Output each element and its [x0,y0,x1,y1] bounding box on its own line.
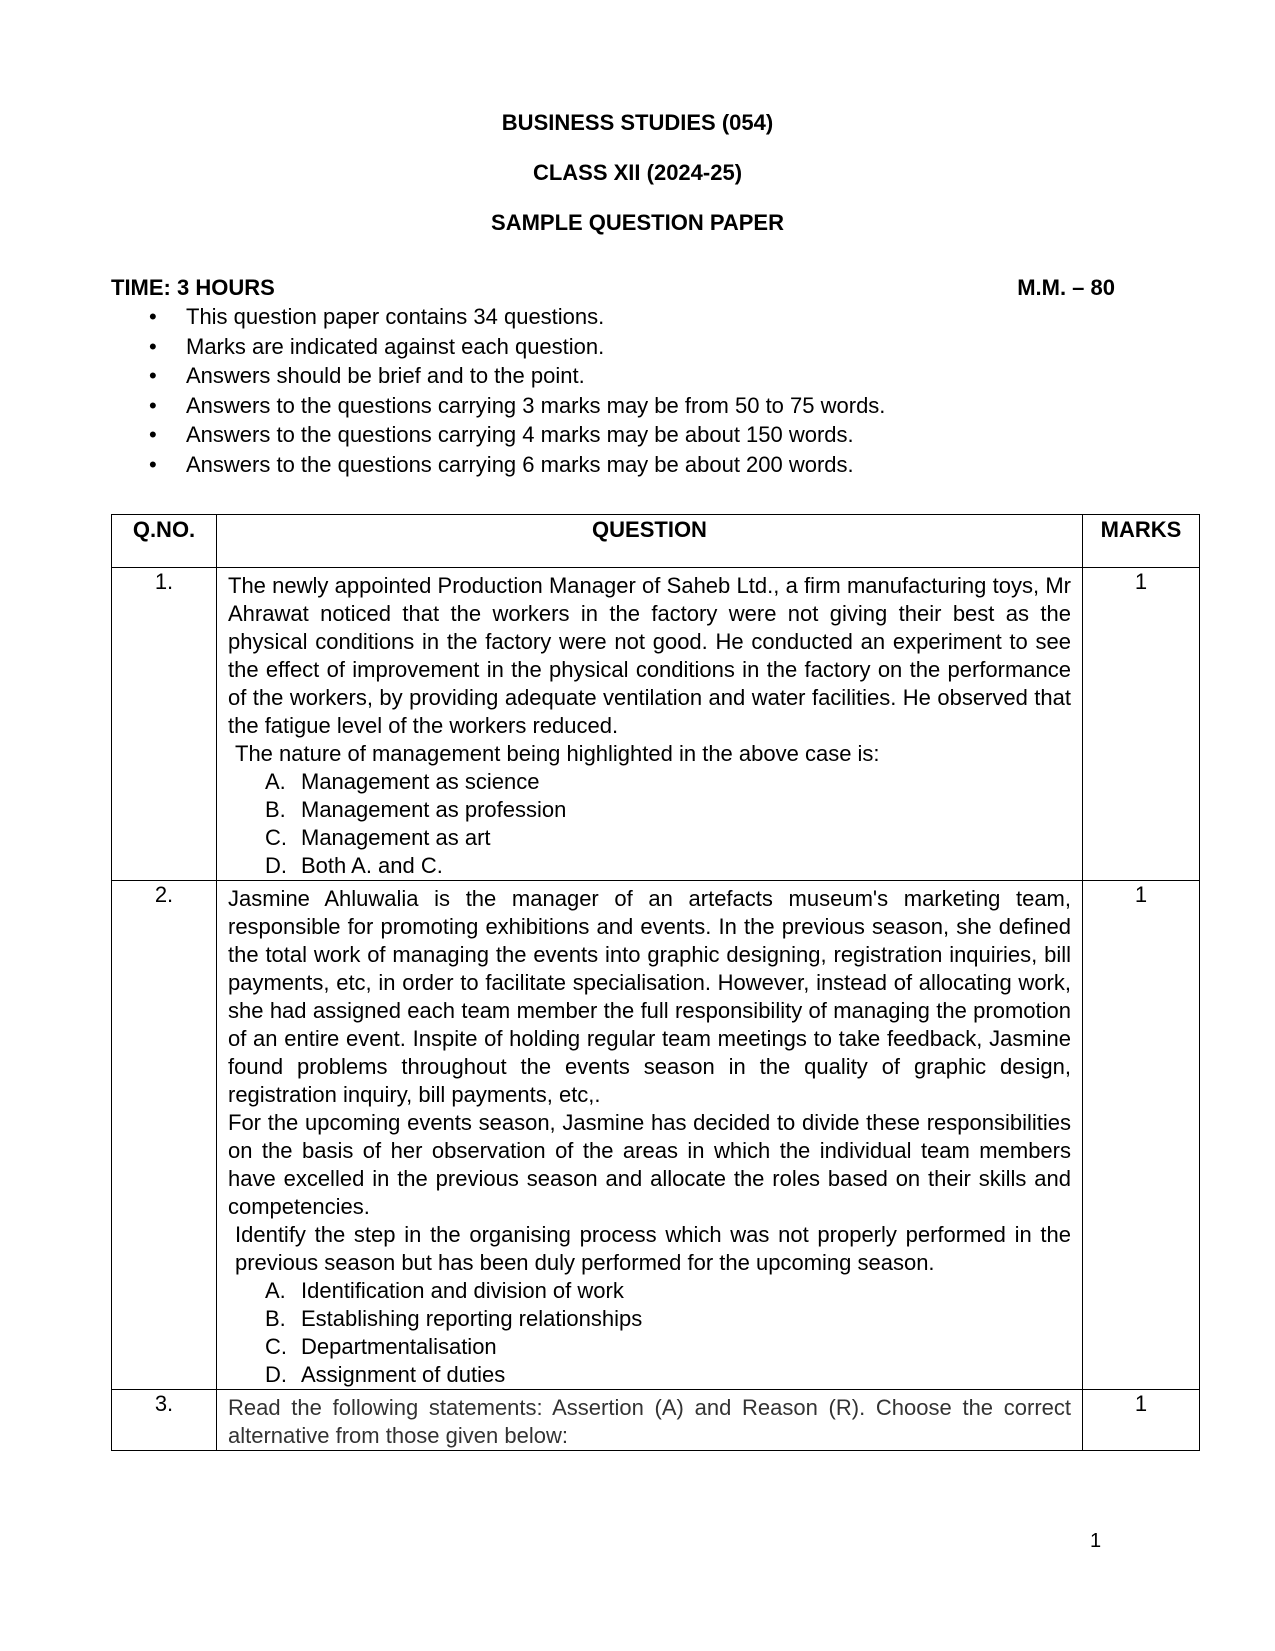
questions-table [111,514,1200,1451]
question-cell [217,1390,1083,1451]
question-paragraph: Read the following statements: Assertion (A) and Reason (R). Choose the correct alternative from those given below: [228,1395,1071,1448]
question-prompt: The nature of management being highlighted in the above case is: [235,741,880,766]
header-qno: Q.NO. [112,515,217,568]
class-title: CLASS XII (2024-25) [532,160,743,185]
question-cell [217,568,1083,881]
instruction-item: • Marks are indicated against each question. [186,332,885,362]
question-prompt: Identify the step in the organising process which was not properly performed in the previous season but has been duly performed for the upcoming season. [235,1222,1071,1275]
instruction-item: • Answers to the questions carrying 6 marks may be about 200 words. [186,450,885,480]
instruction-item: • Answers to the questions carrying 4 marks may be about 150 words. [186,420,885,450]
question-number: 1. [112,568,217,881]
instructions-list [111,302,885,480]
table-header-row [112,515,1200,568]
header-marks: MARKS [1083,515,1200,568]
page-number: 1 [1090,1530,1102,1552]
options-list [228,768,1071,880]
option-item: A. Identification and division of work [265,1278,624,1303]
max-marks-label: M.M. – 80 [1017,275,1115,300]
question-row [112,568,1200,881]
question-paragraph: For the upcoming events season, Jasmine has decided to divide these responsibilities on the basis of her observation of the areas in which the individual team members have excelled in the previous season and allocate the roles based on their skills and competencies. [228,1110,1071,1219]
options-list [228,1277,1071,1389]
question-paragraph: The newly appointed Production Manager of Saheb Ltd., a firm manufacturing toys, Mr Ahrawat noticed that the workers in the factory were not giving their best as the physical conditions in the factory were not good. He conducted an experiment to see the effect of improvement in the physical conditions in the factory on the performance of the workers, by providing adequate ventilation and water facilities. He observed that the fatigue level of the workers reduced. [228,573,1071,738]
meta-row [111,275,1115,301]
question-marks: 1 [1083,568,1200,881]
option-item: C. Management as art [265,825,491,850]
instruction-item: • Answers should be brief and to the point. [186,361,885,391]
question-paragraph: Jasmine Ahluwalia is the manager of an artefacts museum's marketing team, responsible for promoting exhibitions and events. In the previous season, she defined the total work of managing the events into graphic designing, registration inquiries, bill payments, etc, in order to facilitate specialisation. However, instead of allocating work, she had assigned each team member the full responsibility of managing the promotion of an entire event. Inspite of holding regular team meetings to take feedback, Jasmine found problems throughout the events season in the quality of graphic design, registration inquiry, bill payments, etc,. [228,886,1071,1107]
option-item: C. Departmentalisation [265,1334,497,1359]
question-marks: 1 [1083,881,1200,1390]
paper-type-title: SAMPLE QUESTION PAPER [491,210,784,235]
subject-title: BUSINESS STUDIES (054) [501,110,774,135]
option-item: A. Management as science [265,769,540,794]
question-row [112,881,1200,1390]
option-item: D. Assignment of duties [265,1362,506,1387]
instruction-item: • Answers to the questions carrying 3 marks may be from 50 to 75 words. [186,391,885,421]
question-number: 3. [112,1390,217,1451]
option-item: D. Both A. and C. [265,853,443,878]
header-question: QUESTION [217,515,1083,568]
question-marks: 1 [1083,1390,1200,1451]
option-item: B. Establishing reporting relationships [265,1306,643,1331]
question-row [112,1390,1200,1451]
question-cell [217,881,1083,1390]
instruction-item: • This question paper contains 34 questions. [186,302,885,332]
time-label: TIME: 3 HOURS [111,275,275,300]
question-number: 2. [112,881,217,1390]
option-item: B. Management as profession [265,797,567,822]
